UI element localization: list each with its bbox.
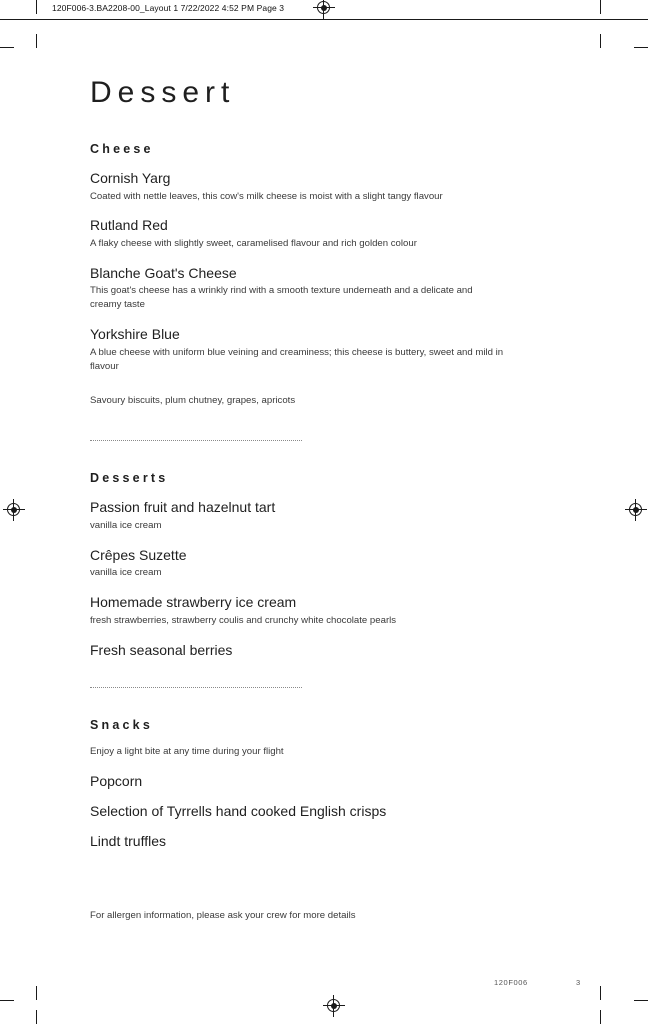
menu-item	[90, 642, 560, 660]
menu-item-name: Rutland Red	[90, 217, 168, 234]
cheese-accompaniments-note: Savoury biscuits, plum chutney, grapes, apricots	[90, 395, 296, 407]
crop-mark-top-left-vertical	[36, 0, 37, 14]
section-cheese	[90, 142, 560, 406]
crop-mark-right-bottom-horizontal	[634, 1000, 648, 1001]
menu-item-description: vanilla ice cream	[90, 519, 162, 531]
menu-item-name: Fresh seasonal berries	[90, 641, 233, 658]
registration-mark-top	[313, 0, 335, 19]
menu-item	[90, 326, 560, 373]
menu-item-name: Homemade strawberry ice cream	[90, 594, 297, 611]
section-heading-snacks: Snacks	[90, 718, 153, 733]
snack-item: Lindt truffles	[90, 833, 167, 850]
footer-document-code: 120F006	[494, 978, 528, 987]
crop-mark-left-upper-vertical	[36, 34, 37, 48]
menu-item-description: A flaky cheese with slightly sweet, caramelised flavour and rich golden colour	[90, 237, 417, 249]
snack-item: Popcorn	[90, 773, 143, 790]
crop-mark-bottom-right-vertical	[600, 986, 601, 1000]
menu-item-description: fresh strawberries, strawberry coulis and crunchy white chocolate pearls	[90, 614, 397, 626]
page-title: Dessert	[90, 76, 236, 109]
footer-page-number: 3	[576, 978, 581, 987]
menu-item-description: Coated with nettle leaves, this cow's milk cheese is moist with a slight tangy flavour	[90, 190, 443, 202]
crop-mark-right-top-horizontal	[634, 47, 648, 48]
menu-item	[90, 217, 560, 250]
section-snacks	[90, 718, 560, 849]
registration-mark-bottom	[323, 995, 345, 1017]
section-desserts	[90, 471, 560, 659]
menu-item	[90, 499, 560, 532]
registration-mark-right	[625, 499, 647, 521]
crop-mark-top-right-vertical	[600, 0, 601, 14]
allergen-note: For allergen information, please ask your crew for more details	[90, 910, 356, 921]
menu-item-description: A blue cheese with uniform blue veining and creaminess; this cheese is buttery, sweet and mild in flavour	[90, 346, 504, 372]
registration-mark-left	[3, 499, 25, 521]
menu-item	[90, 594, 560, 627]
snack-item: Selection of Tyrrells hand cooked English crisps	[90, 803, 387, 820]
section-heading-desserts: Desserts	[90, 471, 169, 486]
menu-item	[90, 170, 560, 203]
menu-item-name: Yorkshire Blue	[90, 326, 180, 343]
crop-mark-right-upper-vertical	[600, 34, 601, 48]
menu-item-description: vanilla ice cream	[90, 567, 162, 579]
snacks-subtitle: Enjoy a light bite at any time during your flight	[90, 746, 284, 758]
section-divider	[90, 440, 302, 441]
menu-item	[90, 265, 560, 312]
menu-item-name: Passion fruit and hazelnut tart	[90, 499, 276, 516]
menu-item-name: Crêpes Suzette	[90, 546, 187, 563]
crop-mark-left-top-horizontal	[0, 47, 14, 48]
crop-mark-left-bottom-horizontal	[0, 1000, 14, 1001]
menu-item-description: This goat's cheese has a wrinkly rind with a smooth texture underneath and a delicate and creamy taste	[90, 285, 473, 311]
menu-item	[90, 547, 560, 580]
menu-item-name: Cornish Yarg	[90, 170, 171, 186]
menu-item-name: Blanche Goat's Cheese	[90, 264, 237, 281]
section-divider	[90, 687, 302, 688]
section-heading-cheese: Cheese	[90, 142, 154, 156]
proof-header-text: 120F006-3.BA2208-00_Layout 1 7/22/2022 4:52 PM Page 3	[52, 3, 285, 13]
crop-mark-bottom-left-vertical	[36, 986, 37, 1000]
menu-content	[90, 78, 560, 863]
crop-mark-bottom-left-lower-vertical	[36, 1010, 37, 1024]
crop-mark-bottom-right-lower-vertical	[600, 1010, 601, 1024]
